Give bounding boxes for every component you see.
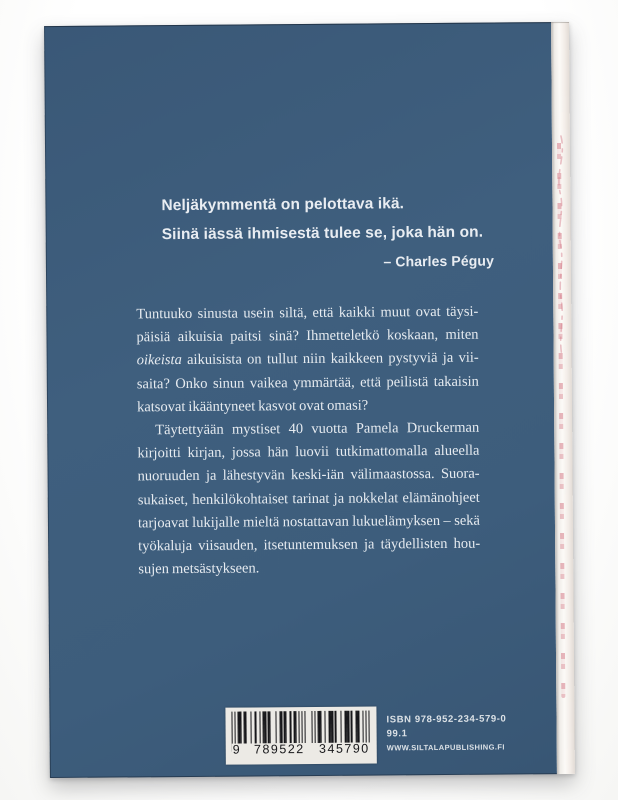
quote-block [161,189,494,277]
quote-lines [161,189,493,250]
barcode-digits [232,743,371,757]
body-line: Täytettyään mystiset 40 vuotta Pamela Druckerman [155,419,480,439]
barcode [225,706,376,764]
quote-line: Siinä iässä ihmisestä tulee se, joka hän on. [161,223,484,244]
quote-line: Neljäkymmentä on pelottava ikä. [161,195,405,215]
body-line: tarjoavat lukijalle mieltä nostattavan lukuelämyksen – sekä [137,512,481,532]
body-line: Tuntuuko sinusta usein siltä, että kaikki muut ovat täysi- [136,303,479,323]
body-line: sukaiset, henkilökohtaiset tarinat ja nokkelat elämänohjeet [137,489,480,508]
body-line: sujen metsästykseen. [138,560,260,578]
barcode-digit-prefix: 9 [232,742,240,757]
body-text [136,301,480,582]
classification-text: 99.1 [386,728,408,740]
publisher-website-text: WWW.SILTALAPUBLISHING.FI [386,742,505,753]
back-cover [44,22,557,778]
body-line: kirjoitti kirjan, jossa hän luovii tutkimattomalla alueella [137,442,480,462]
imprint-block [386,712,506,754]
barcode-digits-left-group: 789522 [253,742,305,757]
book-back-cover-photo [44,22,575,778]
isbn-text: ISBN 978-952-234-579-0 [386,713,507,726]
quote-attribution: – Charles Péguy [383,252,494,270]
barcode-digits-right-group: 345790 [318,741,370,756]
body-line: nuoruuden ja lähestyvän keski-iän välimaastossa. Suora- [137,465,480,485]
body-line: saita? Onko sinun vaikea ymmärtää, että peilistä takaisin [136,373,479,392]
body-line: katsovat ikääntyneet kasvot ovat omasi? [136,397,369,416]
body-line: työkaluja viisauden, itsetuntemuksen ja täydellisten hou- [138,535,481,555]
body-line: oikeista aikuisista on tullut niin kaikkeen pystyviä ja vii- [136,350,479,369]
body-line: päisiä aikuisia paitsi sinä? Ihmetteletkö koskaan, miten [136,326,479,346]
